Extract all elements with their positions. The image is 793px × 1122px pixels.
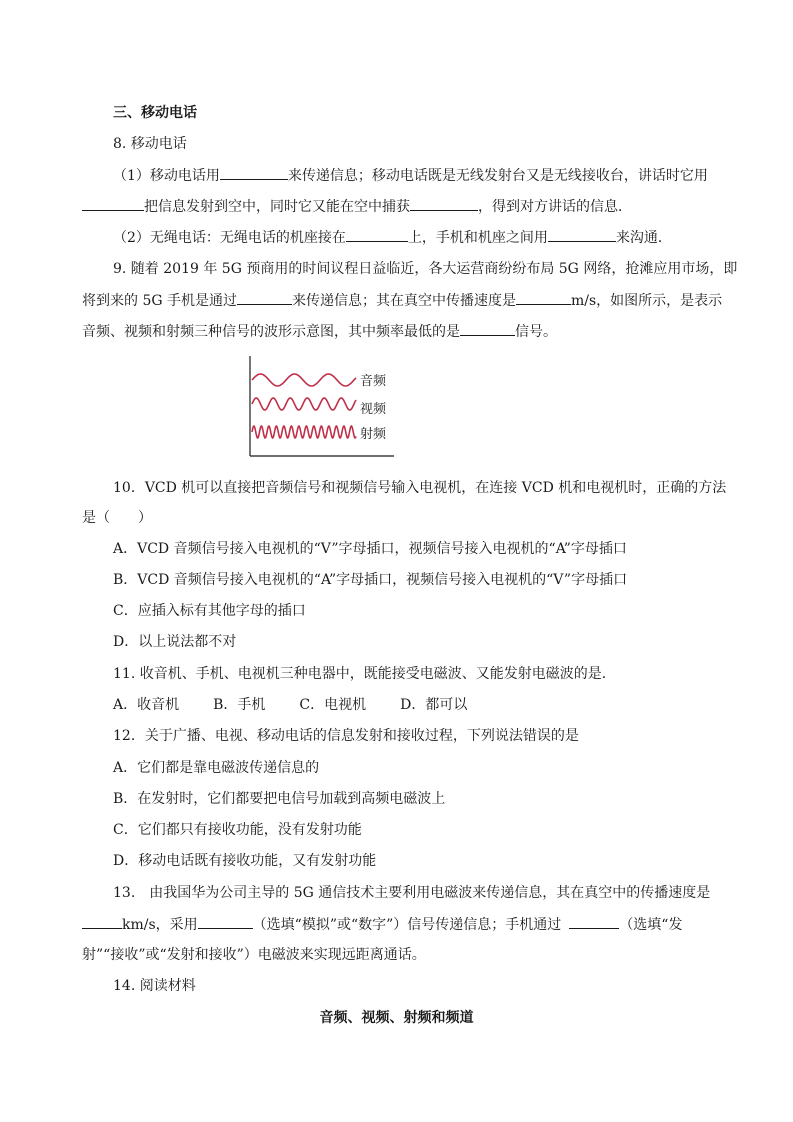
answer-blank[interactable] [237, 290, 292, 305]
waveform-diagram [238, 352, 398, 464]
q11-options [113, 695, 467, 715]
q11-option-c[interactable]: C．电视机 [299, 697, 367, 713]
audio-wave [252, 374, 356, 386]
q12-stem: 12．关于广播、电视、移动电话的信息发射和接收过程，下列说法错误的是 [113, 728, 579, 744]
q13-line3: 射”“接收”或“发射和接收”）电磁波来实现远距离通话。 [82, 947, 426, 963]
q14-stem: 14. 阅读材料 [113, 978, 196, 994]
wave-label-video: 视频 [360, 402, 387, 417]
q8-text: 把信息发射到空中，同时它又能在空中捕获 [144, 199, 410, 215]
q8-line1 [113, 165, 708, 186]
q10-line1: 10．VCD 机可以直接把音频信号和视频信号输入电视机，在连接 VCD 机和电视机时，正确的方法 [113, 480, 727, 496]
q13-text: （选填“模拟”或“数字”）信号传递信息；手机通过 [252, 917, 562, 933]
q8-text: （1）移动电话用 [113, 168, 220, 184]
q13-line2 [82, 914, 682, 935]
q13-text: （选填“发 [619, 917, 683, 933]
q10-option-b[interactable]: B．VCD 音频信号接入电视机的“A”字母插口，视频信号接入电视机的“V”字母插口 [113, 572, 628, 588]
answer-blank[interactable] [410, 196, 478, 211]
q12-option-d[interactable]: D．移动电话既有接收功能，又有发射功能 [113, 853, 377, 869]
q9-text: m/s，如图所示，是表示 [571, 293, 723, 309]
q8-text: ，得到对方讲话的信息． [478, 199, 632, 215]
q11-option-b[interactable]: B．手机 [213, 697, 266, 713]
wave-label-rf: 射频 [360, 427, 387, 442]
q9-text: 将到来的 5G 手机是通过 [82, 293, 237, 309]
q12-option-c[interactable]: C．它们都只有接收功能，没有发射功能 [113, 822, 362, 838]
wave-label-audio: 音频 [360, 374, 387, 389]
answer-blank[interactable] [516, 290, 571, 305]
q9-text: 信号。 [515, 324, 557, 340]
q10-option-a[interactable]: A．VCD 音频信号接入电视机的“V”字母插口，视频信号接入电视机的“A”字母插口 [113, 541, 627, 557]
q10-option-d[interactable]: D．以上说法都不对 [113, 634, 237, 650]
q8-line3 [113, 227, 672, 248]
answer-blank[interactable] [460, 321, 515, 336]
section-title: 三、移动电话 [113, 105, 197, 121]
q12-option-a[interactable]: A．它们都是靠电磁波传递信息的 [113, 760, 320, 776]
answer-blank[interactable] [220, 165, 288, 180]
answer-blank[interactable] [82, 196, 144, 211]
rf-wave [252, 426, 356, 438]
q11-option-a[interactable]: A．收音机 [113, 697, 180, 713]
q8-text: 来沟通． [615, 230, 672, 246]
q9-text: 音频、视频和射频三种信号的波形示意图，其中频率最低的是 [82, 324, 460, 340]
q9-line3 [82, 321, 557, 342]
answer-blank[interactable] [346, 227, 408, 242]
answer-blank[interactable] [198, 914, 253, 929]
q13-text: km/s，采用 [122, 917, 198, 933]
reading-title: 音频、视频、射频和频道 [319, 1010, 474, 1026]
q8-line2 [82, 196, 632, 217]
q11-option-d[interactable]: D．都可以 [400, 697, 468, 713]
q10-line2: 是（ ） [82, 510, 152, 526]
q8-text: 来传递信息；移动电话既是无线发射台又是无线接收台，讲话时它用 [287, 168, 708, 184]
q12-option-b[interactable]: B．在发射时，它们都要把电信号加载到高频电磁波上 [113, 791, 446, 807]
answer-blank[interactable] [548, 227, 616, 242]
answer-blank[interactable] [569, 914, 619, 929]
q8-stem: 8. 移动电话 [113, 136, 187, 152]
video-wave [252, 398, 356, 410]
q11-stem: 11. 收音机、手机、电视机三种电器中，既能接受电磁波、又能发射电磁波的是. [113, 666, 607, 682]
q13-line1: 13. 由我国华为公司主导的 5G 通信技术主要利用电磁波来传递信息，其在真空中的传播速度是 [113, 885, 711, 901]
q9-line1: 9. 随着 2019 年 5G 预商用的时间议程日益临近，各大运营商纷纷布局 5G 网络，抢滩应用市场，即 [113, 261, 738, 277]
q8-text: （2）无绳电话：无绳电话的机座接在 [113, 230, 346, 246]
q9-text: 来传递信息；其在真空中传播速度是 [292, 293, 516, 309]
q8-text: 上，手机和机座之间用 [407, 230, 548, 246]
answer-blank[interactable] [82, 914, 122, 929]
q9-line2 [82, 290, 722, 311]
q10-option-c[interactable]: C．应插入标有其他字母的插口 [113, 603, 306, 619]
